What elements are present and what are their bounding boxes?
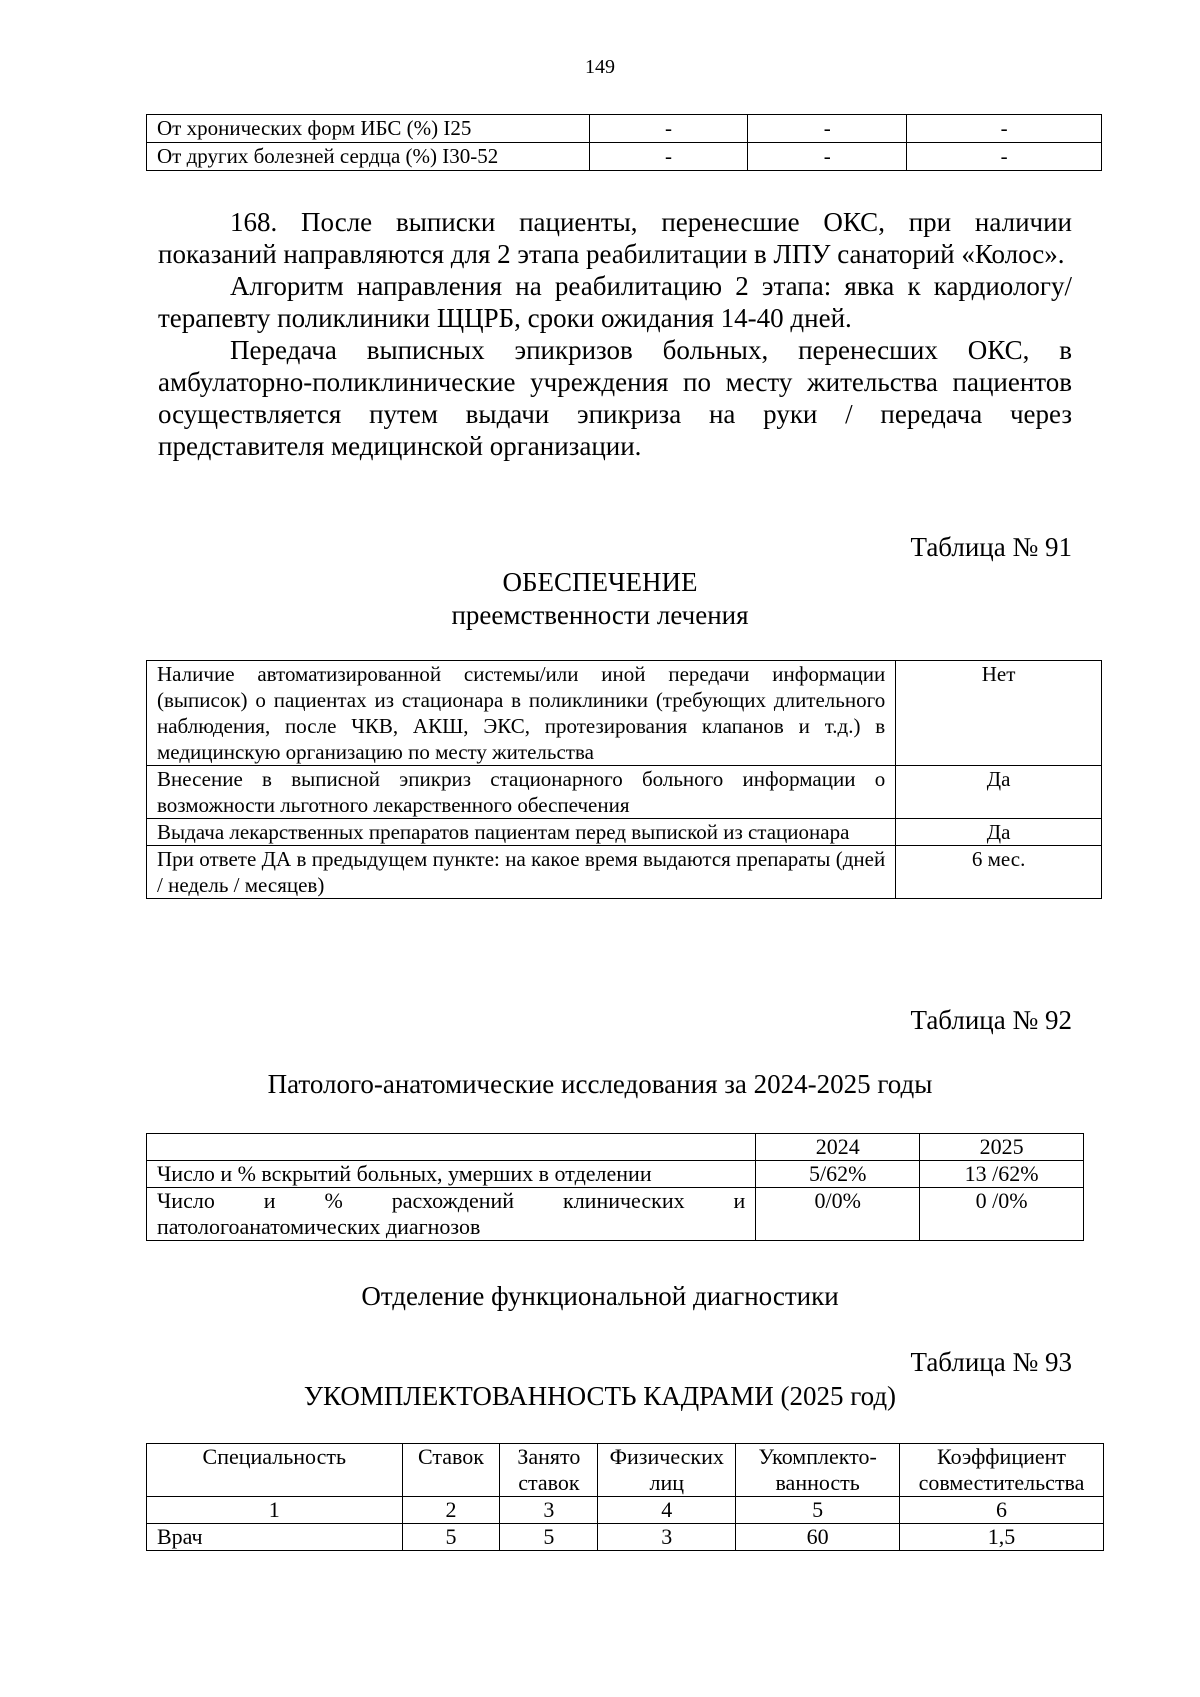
cell-value: 1,5 [900,1524,1104,1551]
table-91-subtitle: преемственности лечения [451,600,749,630]
column-number: 6 [900,1497,1104,1524]
cell-value: 5 [500,1524,598,1551]
cell-value: 0 /0% [920,1188,1084,1241]
cell-value: 3 [598,1524,736,1551]
section-title: Отделение функциональной диагностики [361,1281,839,1311]
table-91-title: ОБЕСПЕЧЕНИЕ [502,567,698,597]
cell-value: - [748,115,907,143]
paragraph-168: 168. После выписки пациенты, перенесшие ОКС, при наличии показаний направляются для 2 этапа реабилитации в ЛПУ санаторий «Колос». [158,207,1072,269]
table-row [147,766,1102,819]
cell-value: - [748,143,907,171]
page-number: 149 [585,56,615,78]
cell-value: 60 [736,1524,900,1551]
header-cell: Ставок [402,1444,500,1497]
cell-value: - [589,115,748,143]
header-cell: Коэффициент совместительства [900,1444,1104,1497]
row-label: При ответе ДА в предыдущем пункте: на какое время выдаются препараты (дней / недель / месяцев) [147,846,896,899]
cell-value: 5/62% [756,1161,920,1188]
row-label: Число и % вскрытий больных, умерших в отделении [147,1161,756,1188]
row-value: Да [896,819,1102,846]
row-label: Число и % расхождений клинических и патологоанатомических диагнозов [147,1188,756,1241]
column-number: 2 [402,1497,500,1524]
table-93-number: Таблица № 93 [910,1347,1072,1377]
row-label: От других болезней сердца (%) I30-52 [147,143,590,171]
table-92-number: Таблица № 92 [910,1005,1072,1035]
table-91-number: Таблица № 91 [910,532,1072,562]
header-cell [147,1134,756,1161]
cell-value: 13 /62% [920,1161,1084,1188]
pathology-table [146,1133,1084,1241]
table-row [147,819,1102,846]
header-cell: Специальность [147,1444,403,1497]
cell-value: 0/0% [756,1188,920,1241]
header-cell: 2024 [756,1134,920,1161]
column-number: 5 [736,1497,900,1524]
row-value: Да [896,766,1102,819]
paragraph-algorithm: Алгоритм направления на реабилитацию 2 этапа: явка к кардиологу/терапевту поликлиники ЩЦРБ, сроки ожидания 14-40 дней. [158,271,1072,333]
table-row [147,115,1102,143]
cell-value: 5 [402,1524,500,1551]
header-cell: 2025 [920,1134,1084,1161]
table-header-row [147,1134,1084,1161]
table-row [147,1161,1084,1188]
cell-value: - [589,143,748,171]
table-93-title: УКОМПЛЕКТОВАННОСТЬ КАДРАМИ (2025 год) [303,1381,897,1411]
table-row [147,846,1102,899]
header-cell: Занято ставок [500,1444,598,1497]
paragraph-transfer: Передача выписных эпикризов больных, перенесших ОКС, в амбулаторно-поликлинические учреждения по месту жительства пациентов осуществляется путем выдачи эпикриза на руки / передача через представителя медицинской организации. [158,335,1072,461]
mortality-table-continuation [146,114,1102,171]
column-number: 4 [598,1497,736,1524]
staffing-table [146,1443,1104,1551]
table-row [147,1524,1104,1551]
row-value: Нет [896,661,1102,766]
header-cell: Укомплекто-ванность [736,1444,900,1497]
body-text [158,206,1072,462]
column-number-row [147,1497,1104,1524]
column-number: 3 [500,1497,598,1524]
table-92-title: Патолого-анатомические исследования за 2024-2025 годы [267,1069,933,1099]
table-header-row [147,1444,1104,1497]
table-row [147,661,1102,766]
row-label: Внесение в выписной эпикриз стационарного больного информации о возможности льготного лекарственного обеспечения [147,766,896,819]
continuity-table [146,660,1102,899]
header-cell: Физических лиц [598,1444,736,1497]
cell-value: - [907,143,1102,171]
column-number: 1 [147,1497,403,1524]
row-label: Выдача лекарственных препаратов пациентам перед выпиской из стационара [147,819,896,846]
row-label: Наличие автоматизированной системы/или иной передачи информации (выписок) о пациентах из стационара в поликлиники (требующих длительного наблюдения, после ЧКВ, АКШ, ЭКС, протезирования клапанов и т.д.) в медицинскую организацию по месту жительства [147,661,896,766]
cell-specialty: Врач [147,1524,403,1551]
cell-value: - [907,115,1102,143]
row-label: От хронических форм ИБС (%) I25 [147,115,590,143]
table-row [147,1188,1084,1241]
row-value: 6 мес. [896,846,1102,899]
table-row [147,143,1102,171]
